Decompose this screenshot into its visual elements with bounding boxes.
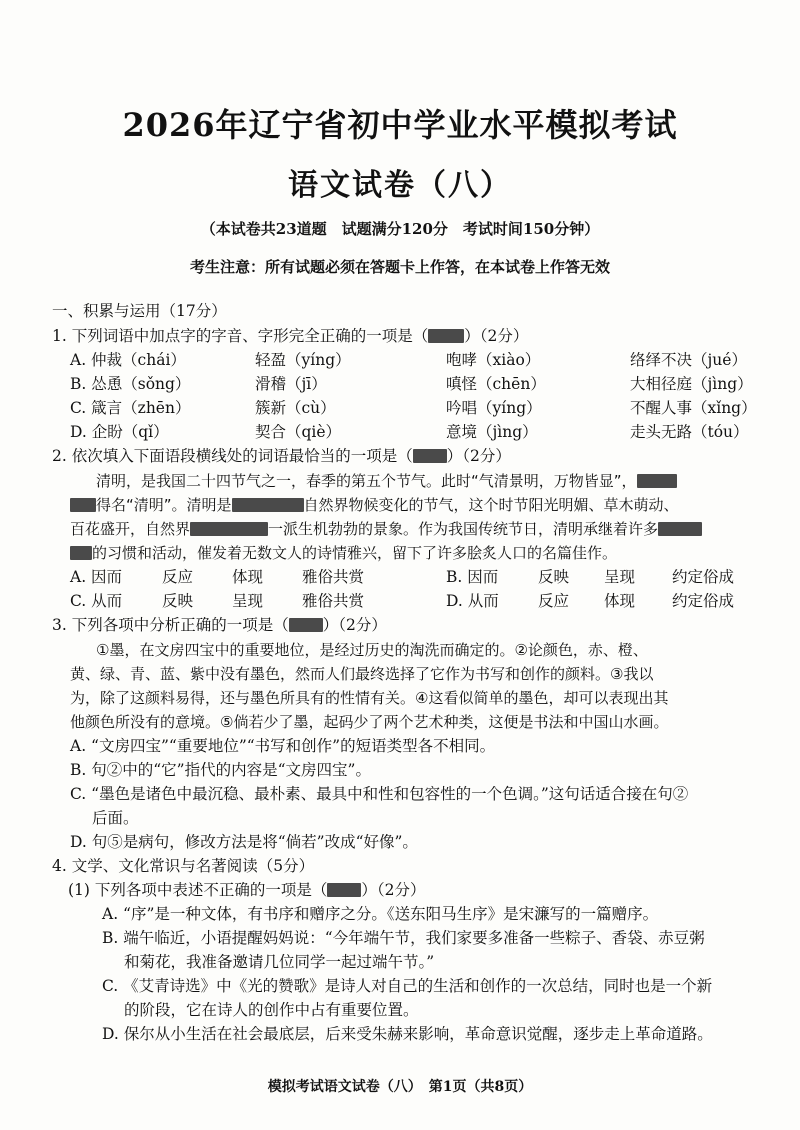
answer-blank (428, 329, 464, 343)
question-2-score: ）（2分） (446, 447, 511, 465)
answer-blank (327, 883, 361, 897)
option-b: B. 句②中的“它”指代的内容是“文房四宝”。 (70, 761, 371, 779)
question-1-stem (52, 325, 528, 347)
exam-subtitle: 语文试卷（八） (288, 168, 512, 203)
passage-blank (658, 522, 702, 536)
option-cell: 大相径庭（jìng） (630, 375, 753, 393)
option-c: C. “墨色是诸色中最沉稳、最朴素、最具中和性和包容性的一个色调。”这句话适合接在句② (70, 785, 689, 803)
option-cell: 呈现 (232, 592, 264, 610)
question-3-score: ）（2分） (322, 616, 387, 634)
option-cell: 契合（qiè） (255, 423, 342, 441)
option-cell: 咆哮（xiào） (446, 351, 541, 369)
option-cell: 反应 (162, 568, 194, 586)
option-cell: A. 因而 (70, 568, 123, 586)
option-cell: C. 箴言（zhēn） (70, 399, 191, 417)
option-d: D. 保尔从小生活在社会最底层，后来受朱赫来影响，革命意识觉醒，逐步走上革命道路。 (102, 1025, 713, 1043)
section-heading: 一、积累与运用（17分） (52, 302, 227, 320)
passage-line (96, 470, 677, 492)
question-1-stem-text: 1. 下列词语中加点字的字音、字形完全正确的一项是（ (52, 327, 429, 345)
question-4-sub1-score: ）（2分） (361, 881, 426, 899)
passage-blank (70, 546, 92, 560)
option-cell: 意境（jìng） (446, 423, 538, 441)
passage-text: 得名“清明”。清明是 (96, 496, 232, 514)
question-4-sub1-stem (68, 879, 426, 901)
passage-line: 黄、绿、青、蓝、紫中没有墨色，然而人们最终选择了它作为书写和创作的颜料。③我以 (70, 665, 654, 683)
question-3-stem (52, 614, 387, 636)
passage-blank (70, 498, 96, 512)
passage-line (70, 494, 679, 516)
passage-text: 一派生机勃勃的景象。作为我国传统节日，清明承继着许多 (268, 520, 659, 538)
passage-text: 的习惯和活动，催发着无数文人的诗情雅兴，留下了许多脍炙人口的名篇佳作。 (92, 544, 618, 562)
option-cell: 走头无路（tóu） (630, 423, 749, 441)
option-cell: 反映 (538, 568, 570, 586)
option-c-continued: 的阶段，它在诗人的创作中占有重要位置。 (124, 1001, 419, 1019)
exam-info: （本试卷共23道题 试题满分120分 考试时间150分钟） (200, 220, 600, 238)
option-cell: 呈现 (604, 568, 636, 586)
exam-notice: 考生注意：所有试题必须在答题卡上作答，在本试卷上作答无效 (189, 258, 610, 276)
question-4-sub1-text: (1) 下列各项中表述不正确的一项是（ (68, 881, 328, 899)
option-cell: 反应 (538, 592, 570, 610)
passage-blank (637, 474, 677, 488)
passage-text: 百花盛开，自然界 (70, 520, 191, 538)
option-cell: 体现 (604, 592, 636, 610)
option-cell: 吟唱（yíng） (446, 399, 542, 417)
question-3-stem-text: 3. 下列各项中分析正确的一项是（ (52, 616, 289, 634)
page-footer: 模拟考试语文试卷（八） 第1页（共8页） (267, 1079, 533, 1095)
question-2-stem-text: 2. 依次填入下面语段横线处的词语最恰当的一项是（ (52, 447, 413, 465)
option-cell: 雅俗共赏 (302, 568, 365, 586)
option-cell: 反映 (162, 592, 194, 610)
option-cell: D. 从而 (446, 592, 499, 610)
option-d: D. 句⑤是病句，修改方法是将“倘若”改成“好像”。 (70, 833, 418, 851)
option-cell: 雅俗共赏 (302, 592, 365, 610)
option-cell: 嗔怪（chēn） (446, 375, 546, 393)
option-b-continued: 和菊花，我准备邀请几位同学一起过端午节。” (124, 953, 435, 971)
answer-blank (413, 449, 447, 463)
passage-line (70, 518, 702, 540)
passage-line: 为，除了这颜料易得，还与墨色所具有的性情有关。④这看似简单的墨色，却可以表现出其 (70, 689, 669, 707)
option-a: A. “序”是一种文体，有书序和赠序之分。《送东阳马生序》是宋濂写的一篇赠序。 (102, 905, 659, 923)
passage-text: 清明，是我国二十四节气之一，春季的第五个节气。此时“气清景明，万物皆显”， (96, 472, 637, 490)
option-b: B. 端午临近，小语提醒妈妈说：“今年端午节，我们家要多准备一些粽子、香袋、赤豆粥 (102, 929, 705, 947)
answer-blank (289, 618, 323, 632)
passage-line: 他颜色所没有的意境。⑤倘若少了墨，起码少了两个艺术种类，这便是书法和中国山水画。 (70, 713, 669, 731)
passage-line (70, 542, 617, 564)
question-2-stem (52, 445, 511, 467)
option-c-continued: 后面。 (92, 809, 139, 827)
option-cell: 络绎不决（jué） (630, 351, 747, 369)
option-a: A. “文房四宝”“重要地位”“书写和创作”的短语类型各不相同。 (70, 737, 496, 755)
option-cell: 不醒人事（xǐng） (630, 399, 757, 417)
option-c: C. 《艾青诗选》中《光的赞歌》是诗人对自己的生活和创作的一次总结，同时也是一个新 (102, 977, 713, 995)
option-cell: 轻盈（yíng） (255, 351, 351, 369)
option-cell: 约定俗成 (672, 592, 735, 610)
option-cell: C. 从而 (70, 592, 123, 610)
option-cell: D. 企盼（qǐ） (70, 423, 169, 441)
passage-blank (190, 522, 268, 536)
question-1-score: ）（2分） (464, 327, 529, 345)
option-cell: 簇新（cù） (255, 399, 336, 417)
option-cell: B. 怂恿（sǒng） (70, 375, 191, 393)
option-cell: A. 仲裁（chái） (70, 351, 186, 369)
option-cell: 滑稽（jī） (255, 375, 327, 393)
exam-title: 2026年辽宁省初中学业水平模拟考试 (122, 106, 678, 144)
passage-text: 自然界物候变化的节气，这个时节阳光明媚、草木萌动、 (303, 496, 679, 514)
passage-line: ①墨，在文房四宝中的重要地位，是经过历史的淘洗而确定的。②论颜色，赤、橙、 (96, 641, 648, 659)
option-cell: 约定俗成 (672, 568, 735, 586)
passage-blank (232, 498, 304, 512)
option-cell: 体现 (232, 568, 264, 586)
question-4-stem: 4. 文学、文化常识与名著阅读（5分） (52, 857, 315, 875)
option-cell: B. 因而 (446, 568, 499, 586)
